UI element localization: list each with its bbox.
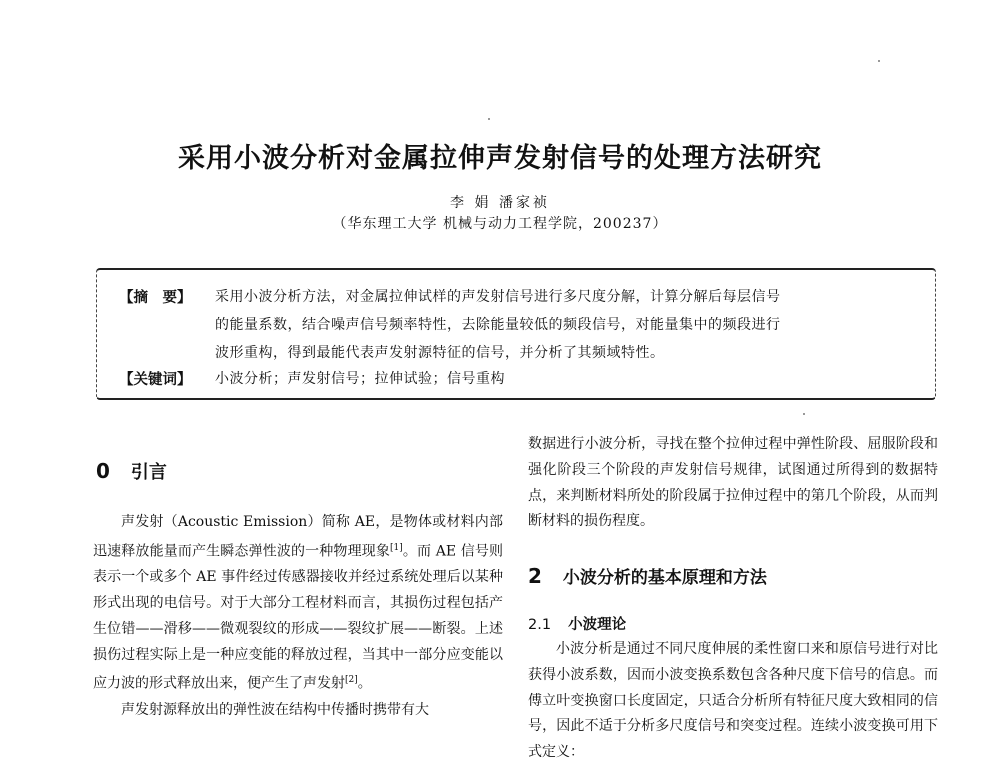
wavelet-theory-paragraph: 小波分析是通过不同尺度伸展的柔性窗口来和原信号进行对比获得小波系数，因而小波变换系数包含各种尺度下信号的信息。而傅立叶变换窗口长度固定，只适合分析所有特征尺度大致相同的信号，因此不适于分析多尺度信号和突变过程。连续小波变换可用下式定义： (528, 641, 938, 761)
keywords-text: 小波分析；声发射信号；拉伸试验；信号重构 (215, 371, 505, 387)
continued-paragraph: 数据进行小波分析，寻找在整个拉伸过程中弹性阶段、屈服阶段和强化阶段三个阶段的声发射信号规律，试图通过所得到的数据特点，来判断材料所处的阶段属于拉伸过程中的第几个阶段，从而判断材料的损伤程度。 (528, 436, 938, 530)
section-2-title: 小波分析的基本原理和方法 (562, 568, 767, 588)
citation-1: [1] (390, 542, 403, 553)
author-names: 李 娟 潘家祯 (450, 195, 550, 211)
abstract-box (96, 268, 936, 400)
section-0-number: 0 (96, 459, 110, 483)
subsection-2-1-number: 2.1 (528, 617, 552, 633)
right-column-bottom (528, 637, 938, 766)
author-affiliation: （华东理工大学 机械与动力工程学院，200237） (332, 216, 668, 232)
keywords-label: 【关键词】 (119, 372, 192, 388)
subsection-2-1-title: 小波理论 (568, 617, 627, 633)
section-0-title: 引言 (130, 462, 167, 483)
intro-paragraph-2: 声发射源释放出的弹性波在结构中传播时携带有大 (121, 701, 429, 718)
abstract-line-2: 的能量系数，结合噪声信号频率特性，去除能量较低的频段信号，对能量集中的频段进行 (215, 317, 781, 333)
intro-paragraph-1: 声发射（Acoustic Emission）简称 AE，是物体或材料内部迅速释放能量而产生瞬态弹性波的一种物理现象[1]。而 AE 信号则表示一个或多个 AE 事件经过传感器接收并经过系统处理后以某种形式出现的电信号。对于大部分工程材料而言，其损伤过程包括产生位错——滑移——微观裂纹的形成——裂纹扩展——断裂。上述损伤过程实际上是一种应变能的释放过程，当其中一部分应变能以应力波的形式释放出来，便产生了声发射[2]。 (93, 514, 503, 693)
abstract-line-3: 波形重构，得到最能代表声发射源特征的信号，并分析了其频域特性。 (215, 345, 665, 361)
section-2-number: 2 (528, 564, 542, 588)
left-column (93, 510, 503, 724)
scan-speck (488, 118, 490, 120)
section-2-heading (528, 563, 767, 588)
subsection-2-1-heading (528, 613, 626, 634)
abstract-line-1: 采用小波分析方法，对金属拉伸试样的声发射信号进行多尺度分解，计算分解后每层信号 (215, 289, 781, 305)
section-0-heading (96, 458, 167, 484)
scan-speck (878, 60, 880, 62)
abstract-label: 【摘 要】 (119, 290, 192, 306)
scan-speck (803, 413, 805, 415)
right-column-top (528, 432, 938, 535)
paper-title: 采用小波分析对金属拉伸声发射信号的处理方法研究 (178, 143, 822, 174)
citation-2: [2] (345, 675, 358, 686)
